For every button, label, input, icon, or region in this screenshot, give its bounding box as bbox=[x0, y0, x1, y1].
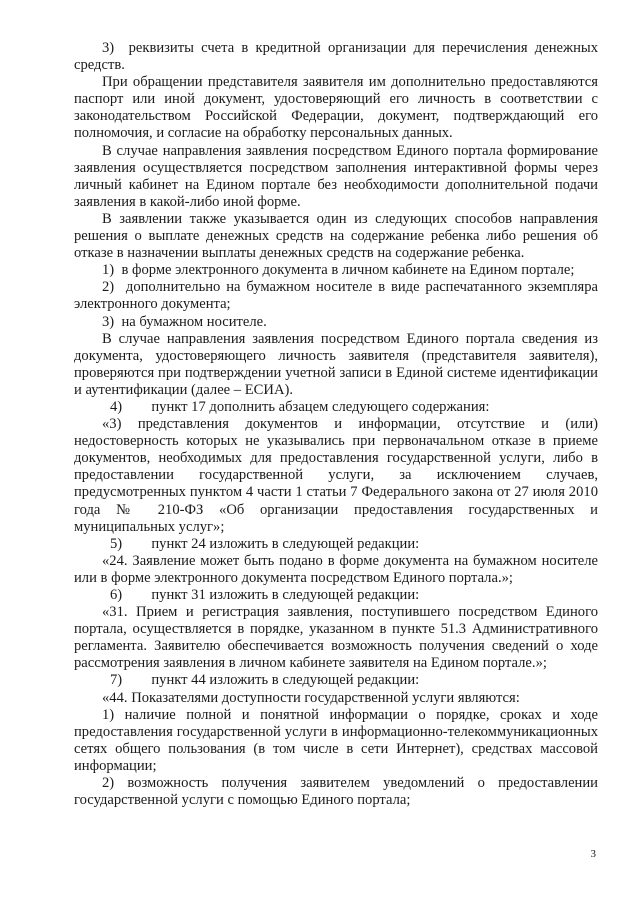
body-paragraph: «44. Показателями доступности государственной услуги являются: bbox=[102, 689, 520, 706]
body-paragraph: 1) наличие полной и понятной информации о порядке, сроках и ходе предоставления государственной услуги в информационно-телекоммуникационных сетях общего пользования (в том числе в сети Интернет), средствах массовой информации; bbox=[74, 706, 598, 774]
body-paragraph: При обращении представителя заявителя им дополнительно предоставляются паспорт или иной документ, удостоверяющий его личность в соответствии с законодательством Российской Федерации, документ, подтверждающий его полномочия, и согласие на обработку персональных данных. bbox=[74, 74, 598, 142]
amendment-item-paragraph: 4) пункт 17 дополнить абзацем следующего содержания: bbox=[110, 398, 490, 415]
body-paragraph: 2) возможность получения заявителем уведомлений о предоставлении государственной услуги с помощью Единого портала; bbox=[74, 775, 598, 809]
body-paragraph: 2) дополнительно на бумажном носителе в виде распечатанного экземпляра электронного документа; bbox=[74, 279, 598, 313]
page-number: 3 bbox=[590, 848, 596, 860]
body-paragraph: В случае направления заявления посредством Единого портала формирование заявления осуществляется посредством заполнения интерактивной формы через личный кабинет на Едином портале без необходимости дополнительной подачи заявления в какой-либо иной форме. bbox=[74, 142, 598, 210]
body-paragraph: «24. Заявление может быть подано в форме документа на бумажном носителе или в форме электронного документа посредством Единого портала.»; bbox=[74, 552, 598, 586]
amendment-item-paragraph: 6) пункт 31 изложить в следующей редакции: bbox=[110, 587, 420, 603]
body-paragraph: В заявлении также указывается один из следующих способов направления решения о выплате денежных средств на содержание ребенка либо решения об отказе в назначении выплаты денежных средств на содержание ребенка. bbox=[74, 210, 598, 262]
body-paragraph: «3) представления документов и информации, отсутствие и (или) недостоверность которых не указывались при первоначальном отказе в приеме документов, необходимых для предоставления государственной услуги, либо в предоставлении государственной услуги, за исключением случаев, предусмотренных пунктом 4 части 1 статьи 7 Федерального закона от 27 июля 2010 года № 210-ФЗ «Об организации предоставления государственных и муниципальных услуг»; bbox=[74, 416, 598, 535]
amendment-item-paragraph: 5) пункт 24 изложить в следующей редакции: bbox=[110, 535, 420, 552]
body-paragraph: В случае направления заявления посредством Единого портала сведения из документа, удостоверяющего личность заявителя (представителя заявителя), проверяются при подтверждении учетной записи в Единой системе идентификации и аутентификации (далее – ЕСИА). bbox=[74, 330, 598, 398]
body-paragraph: 1) в форме электронного документа в личном кабинете на Едином портале; bbox=[102, 262, 575, 279]
body-text bbox=[74, 40, 598, 809]
body-paragraph: 3) на бумажном носителе. bbox=[102, 313, 267, 330]
body-paragraph: «31. Прием и регистрация заявления, поступившего посредством Единого портала, осуществляется в порядке, указанном в пункте 51.3 Административного регламента. Заявителю обеспечивается возможность получения сведений о ходе рассмотрения заявления в личном кабинете заявителя на Едином портале.»; bbox=[74, 604, 598, 672]
amendment-item-paragraph: 7) пункт 44 изложить в следующей редакции: bbox=[110, 672, 420, 689]
body-paragraph: 3) реквизиты счета в кредитной организации для перечисления денежных средств. bbox=[74, 40, 598, 74]
